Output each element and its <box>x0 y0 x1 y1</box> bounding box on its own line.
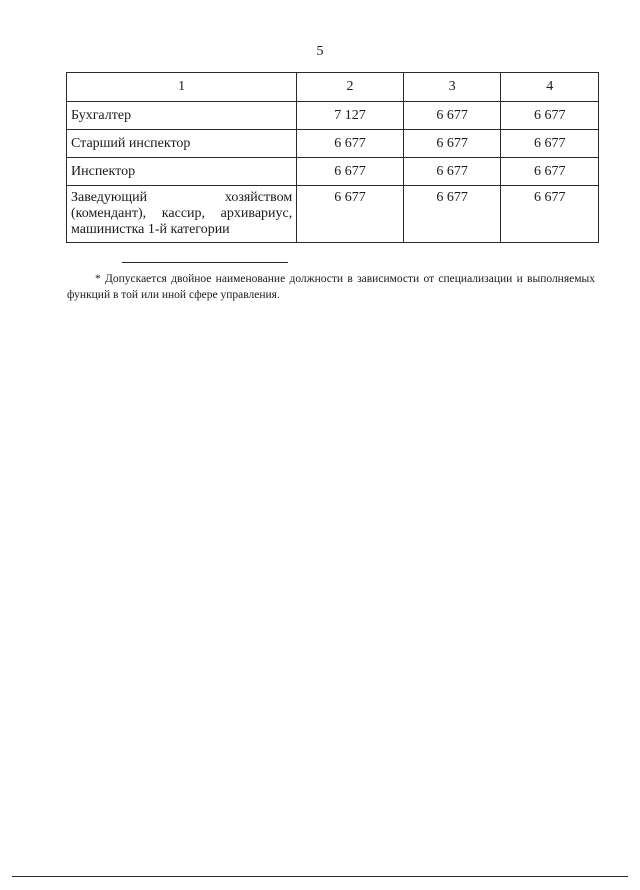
page-number: 5 <box>316 44 324 59</box>
salary-cell: 6 677 <box>403 102 501 130</box>
column-header: 2 <box>297 73 404 102</box>
table-row <box>67 102 599 130</box>
footnote: * Допускается двойное наименование должности в зависимости от специализации и выполняемых функций в той или иной сфере управления. <box>67 273 595 301</box>
column-header: 4 <box>501 73 599 102</box>
salary-table <box>66 72 599 243</box>
salary-cell: 6 677 <box>403 158 501 186</box>
page-bottom-divider <box>12 876 628 877</box>
salary-cell: 6 677 <box>501 102 599 130</box>
salary-cell: 6 677 <box>297 158 404 186</box>
column-header: 3 <box>403 73 501 102</box>
salary-cell: 6 677 <box>501 158 599 186</box>
salary-cell: 6 677 <box>403 186 501 243</box>
table-row <box>67 130 599 158</box>
column-header: 1 <box>67 73 297 102</box>
table-header-row <box>67 73 599 102</box>
salary-cell: 6 677 <box>297 186 404 243</box>
footnote-divider <box>122 262 288 263</box>
salary-cell: 6 677 <box>403 130 501 158</box>
position-cell: Бухгалтер <box>67 102 297 130</box>
table-row <box>67 158 599 186</box>
salary-cell: 6 677 <box>501 186 599 243</box>
salary-cell: 6 677 <box>501 130 599 158</box>
position-cell: Старший инспектор <box>67 130 297 158</box>
position-cell: Заведующий хозяйством (комендант), кассир, архивариус, машинистка 1-й категории <box>67 186 297 243</box>
salary-cell: 7 127 <box>297 102 404 130</box>
table-row <box>67 186 599 243</box>
salary-cell: 6 677 <box>297 130 404 158</box>
position-cell: Инспектор <box>67 158 297 186</box>
